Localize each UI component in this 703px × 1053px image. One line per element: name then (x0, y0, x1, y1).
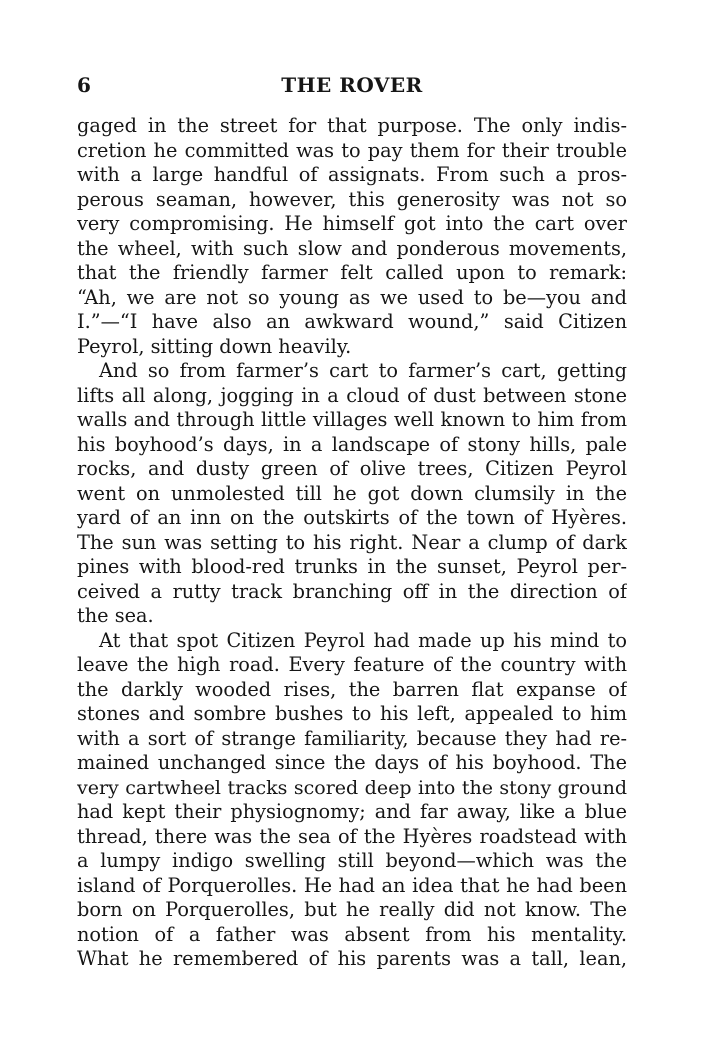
text-line: cretion he committed was to pay them for their trouble (77, 138, 627, 162)
text-line: ceived a rutty track branching off in the direction of (77, 579, 627, 603)
text-line: his boyhood’s days, in a landscape of stony hills, pale (77, 432, 627, 456)
text-line: And so from farmer’s cart to farmer’s cart, getting (99, 359, 627, 382)
text-line: stones and sombre bushes to his left, appealed to him (77, 702, 627, 725)
text-line: island of Porquerolles. He had an idea that he had been (77, 873, 627, 897)
text-line: leave the high road. Every feature of the country with (77, 653, 627, 676)
page-number: 6 (77, 73, 91, 97)
text-line: lifts all along, jogging in a cloud of dust between stone (77, 383, 627, 407)
running-head: THE ROVER (281, 73, 423, 97)
text-line: perous seaman, however, this generosity was not so (77, 187, 627, 211)
body-text (77, 114, 627, 972)
text-line: the wheel, with such slow and ponderous movements, (77, 236, 627, 260)
text-line: pines with blood-red trunks in the sunset, Peyrol per- (77, 555, 627, 578)
text-line: The sun was setting to his right. Near a clump of dark (77, 530, 627, 554)
text-line: went on unmolested till he got down clumsily in the (77, 481, 627, 505)
text-line: with a large handful of assignats. From such a pros- (77, 163, 627, 186)
text-line: very compromising. He himself got into the cart over (77, 212, 627, 235)
text-line: What he remembered of his parents was a tall, lean, (77, 947, 627, 970)
text-line: At that spot Citizen Peyrol had made up his mind to (99, 628, 627, 652)
text-line: walls and through little villages well known to him from (77, 408, 627, 431)
text-line: yard of an inn on the outskirts of the town of Hyères. (77, 506, 627, 529)
text-line: the sea. (77, 604, 154, 627)
text-line: I.”—“I have also an awkward wound,” said Citizen (77, 310, 627, 333)
text-line: gaged in the street for that purpose. The only indis- (77, 114, 627, 137)
text-line: born on Porquerolles, but he really did not know. The (77, 898, 627, 921)
text-line: very cartwheel tracks scored deep into the stony ground (77, 776, 627, 799)
text-line: notion of a father was absent from his mentality. (77, 922, 627, 946)
page-header (77, 70, 627, 100)
text-line: “Ah, we are not so young as we used to be—you and (77, 285, 627, 309)
text-line: with a sort of strange familiarity, because they had re- (77, 726, 627, 750)
text-line: Peyrol, sitting down heavily. (77, 334, 352, 358)
text-line: mained unchanged since the days of his boyhood. The (77, 751, 627, 774)
text-line: that the friendly farmer felt called upon to remark: (77, 261, 627, 284)
text-line: a lumpy indigo swelling still beyond—which was the (77, 849, 627, 872)
text-line: rocks, and dusty green of olive trees, Citizen Peyrol (77, 457, 627, 480)
text-line: thread, there was the sea of the Hyères roadstead with (77, 824, 627, 848)
text-line: the darkly wooded rises, the barren flat expanse of (77, 677, 627, 701)
text-line: had kept their physiognomy; and far away, like a blue (77, 800, 627, 823)
